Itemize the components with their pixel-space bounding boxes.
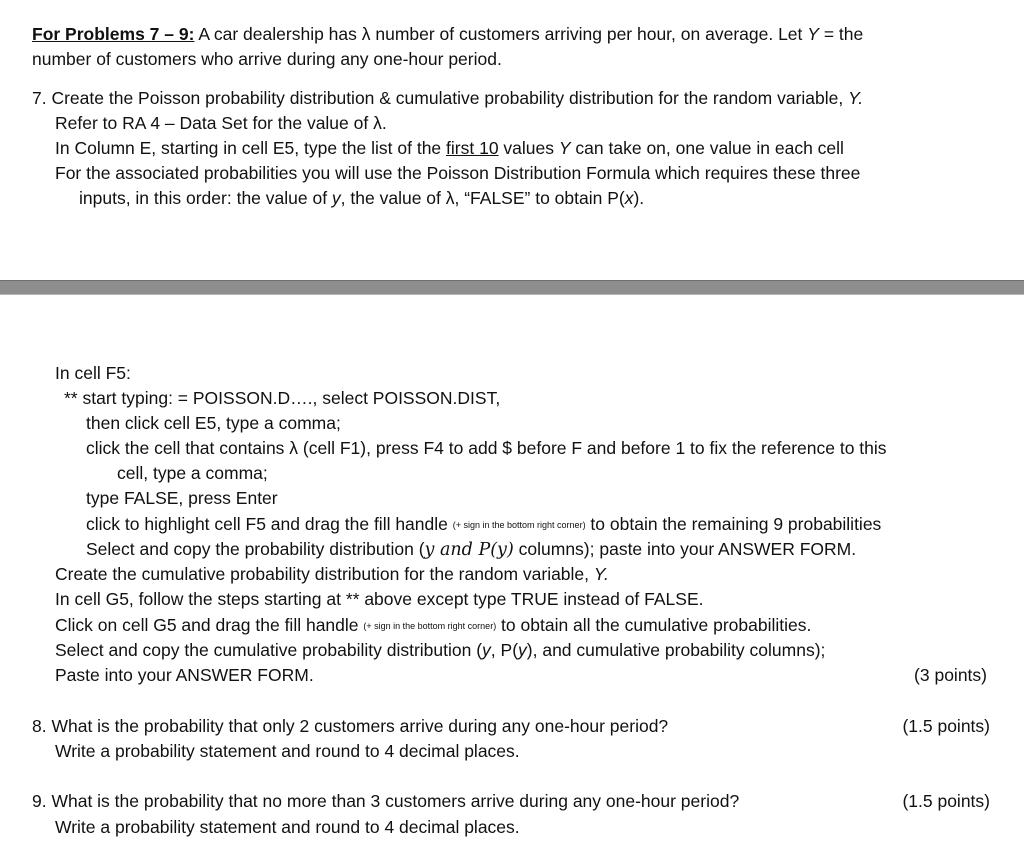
q9-line-1: 9. What is the probability that no more than 3 customers arrive during any one-hour period?	[32, 791, 740, 811]
intro-heading: For Problems 7 – 9:	[32, 24, 195, 44]
q9-points: (1.5 points)	[902, 791, 990, 811]
step-line-5: cell, type a comma;	[117, 463, 268, 483]
q7-line-4: For the associated probabilities you will use the Poisson Distribution Formula which requires these three	[55, 163, 861, 183]
bottom-page-panel	[0, 295, 1024, 858]
q7-line-3: In Column E, starting in cell E5, type the list of the first 10 values Y can take on, one value in each cell	[55, 138, 844, 158]
step-line-1: In cell F5:	[55, 363, 131, 383]
step-line-6: type FALSE, press Enter	[86, 488, 278, 508]
q8-line-1: 8. What is the probability that only 2 customers arrive during any one-hour period?	[32, 716, 669, 736]
step-line-2: ** start typing: = POISSON.D…., select POISSON.DIST,	[64, 388, 501, 408]
step-line-8: Select and copy the probability distribution (y and P(y) columns); paste into your ANSWER FORM.	[86, 539, 857, 560]
step-line-4: click the cell that contains λ (cell F1), press F4 to add $ before F and before 1 to fix the reference to this	[86, 438, 887, 458]
q8-points: (1.5 points)	[902, 716, 990, 736]
q9-line-2: Write a probability statement and round to 4 decimal places.	[55, 817, 520, 837]
step-line-13: Paste into your ANSWER FORM.	[55, 665, 314, 685]
step-line-10: In cell G5, follow the steps starting at ** above except type TRUE instead of FALSE.	[55, 589, 704, 609]
step-line-12: Select and copy the cumulative probability distribution (y, P(y), and cumulative probability columns);	[55, 640, 826, 660]
step-line-11: Click on cell G5 and drag the fill handle (+ sign in the bottom right corner) to obtain all the cumulative probabilities.	[55, 615, 812, 635]
q8-line-2: Write a probability statement and round to 4 decimal places.	[55, 741, 520, 761]
q7-points: (3 points)	[914, 665, 987, 685]
step-line-9: Create the cumulative probability distribution for the random variable, Y.	[55, 564, 609, 584]
q7-line-5: inputs, in this order: the value of y, the value of λ, “FALSE” to obtain P(x).	[79, 188, 645, 208]
q7-line-2: Refer to RA 4 – Data Set for the value of λ.	[55, 113, 387, 133]
intro-line-2: number of customers who arrive during any one-hour period.	[32, 49, 502, 69]
page-divider	[0, 280, 1024, 295]
q7-line-1: 7. Create the Poisson probability distribution & cumulative probability distribution for the random variable, Y.	[32, 88, 864, 108]
top-page-panel	[0, 0, 1024, 280]
intro-line-1: For Problems 7 – 9: A car dealership has λ number of customers arriving per hour, on average. Let Y = the	[32, 24, 864, 44]
step-line-7: click to highlight cell F5 and drag the fill handle (+ sign in the bottom right corner) to obtain the remaining 9 probabilities	[86, 514, 882, 534]
step-line-3: then click cell E5, type a comma;	[86, 413, 341, 433]
